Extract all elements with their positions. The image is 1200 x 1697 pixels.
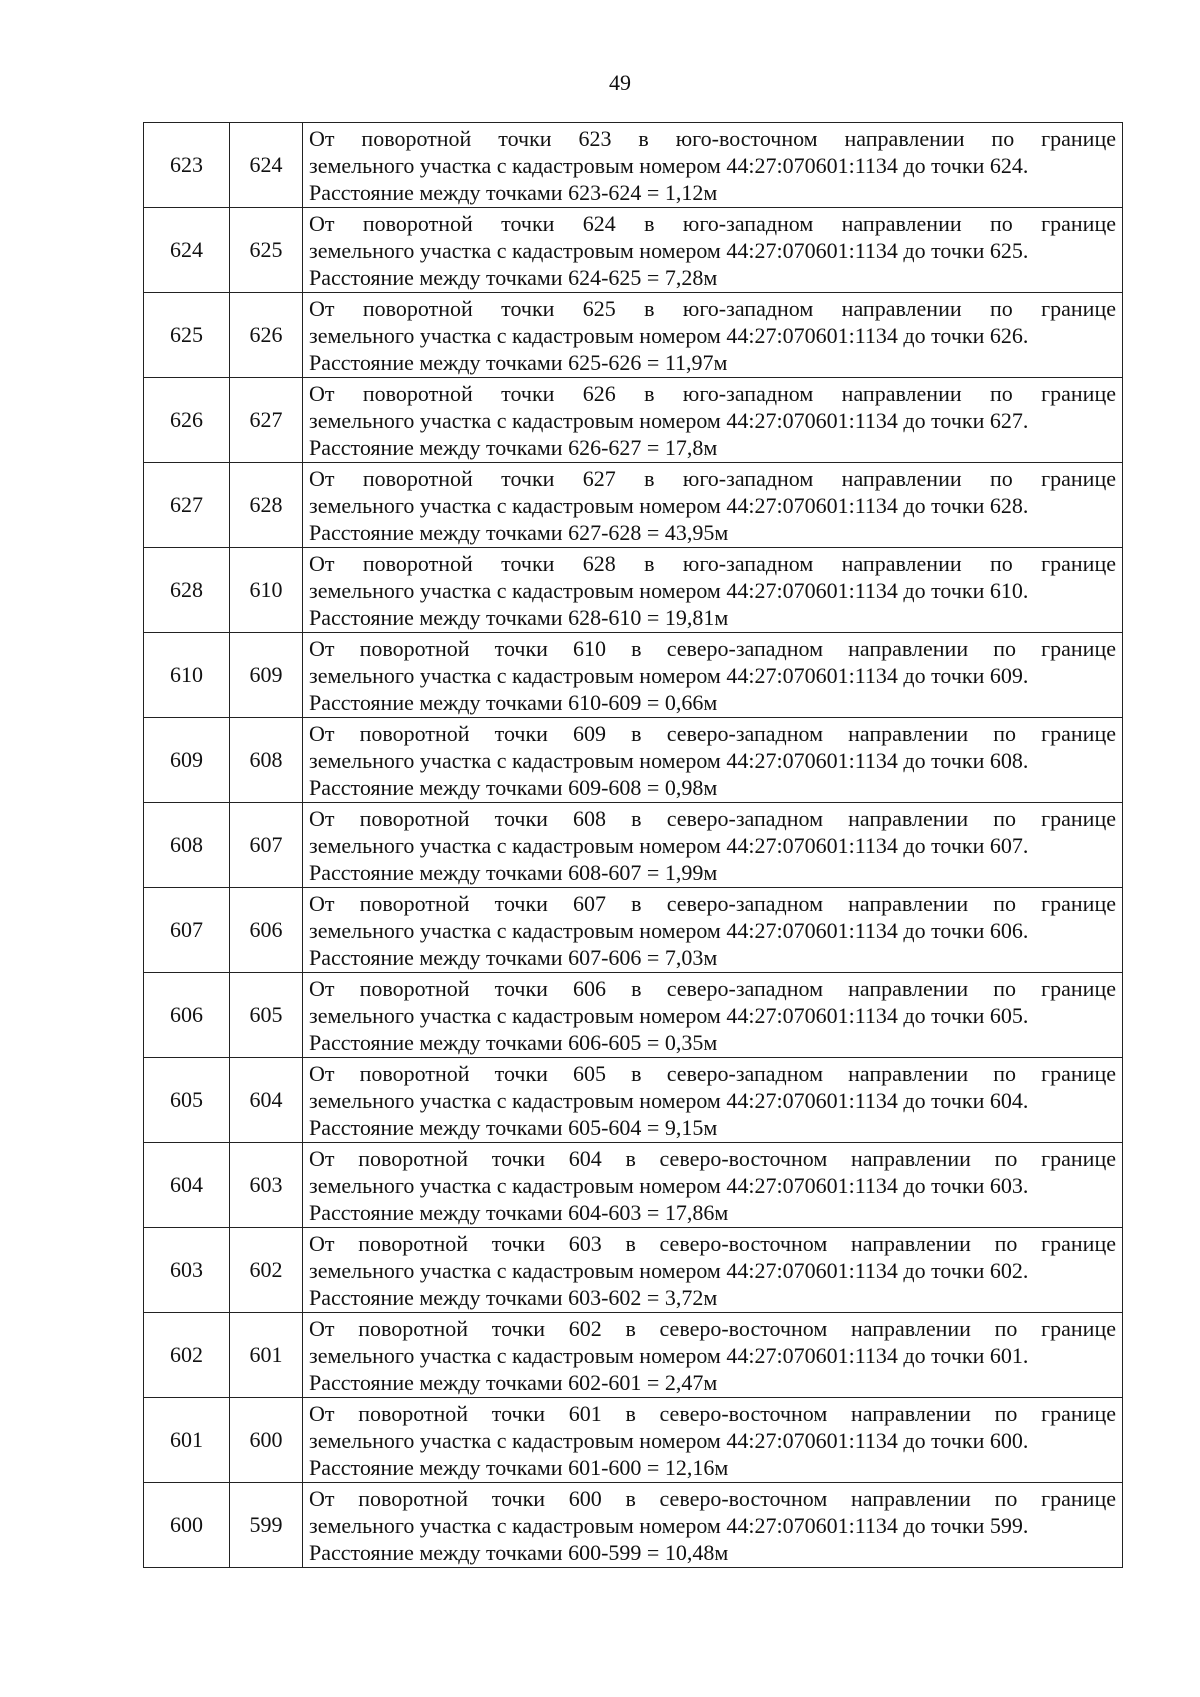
table-row: [144, 1313, 1123, 1398]
description-line3: Расстояние между точками 609-608 = 0,98м: [309, 774, 718, 800]
table-row: [144, 973, 1123, 1058]
from-point-cell: 606: [144, 973, 230, 1058]
description-cell: [303, 718, 1123, 803]
description-line1: От поворотной точки 601 в северо-восточном направлении по границе: [309, 1400, 1116, 1426]
from-point-cell: 625: [144, 293, 230, 378]
description-line2: земельного участка с кадастровым номером 44:27:070601:1134 до точки 608.: [309, 747, 1029, 773]
to-point-cell: 606: [230, 888, 303, 973]
description-line1: От поворотной точки 609 в северо-западном направлении по границе: [309, 720, 1116, 746]
table-row: [144, 1143, 1123, 1228]
description-line2: земельного участка с кадастровым номером 44:27:070601:1134 до точки 607.: [309, 832, 1029, 858]
description-line3: Расстояние между точками 624-625 = 7,28м: [309, 264, 718, 290]
table-body: [144, 123, 1123, 1568]
description-line3: Расстояние между точками 627-628 = 43,95м: [309, 519, 729, 545]
description-line2: земельного участка с кадастровым номером 44:27:070601:1134 до точки 601.: [309, 1342, 1029, 1368]
table-row: [144, 718, 1123, 803]
description-line3: Расстояние между точками 628-610 = 19,81м: [309, 604, 729, 630]
table-row: [144, 1058, 1123, 1143]
to-point-cell: 609: [230, 633, 303, 718]
description-line1: От поворотной точки 626 в юго-западном направлении по границе: [309, 380, 1116, 406]
description-line2: земельного участка с кадастровым номером 44:27:070601:1134 до точки 600.: [309, 1427, 1029, 1453]
description-cell: [303, 378, 1123, 463]
description-line1: От поворотной точки 610 в северо-западном направлении по границе: [309, 635, 1116, 661]
description-line2: земельного участка с кадастровым номером 44:27:070601:1134 до точки 605.: [309, 1002, 1029, 1028]
from-point-cell: 626: [144, 378, 230, 463]
from-point-cell: 627: [144, 463, 230, 548]
description-cell: [303, 1228, 1123, 1313]
from-point-cell: 605: [144, 1058, 230, 1143]
to-point-cell: 608: [230, 718, 303, 803]
table-row: [144, 293, 1123, 378]
description-cell: [303, 1143, 1123, 1228]
description-line1: От поворотной точки 624 в юго-западном направлении по границе: [309, 210, 1116, 236]
description-cell: [303, 208, 1123, 293]
table-row: [144, 208, 1123, 293]
description-line3: Расстояние между точками 625-626 = 11,97м: [309, 349, 728, 375]
to-point-cell: 600: [230, 1398, 303, 1483]
description-cell: [303, 888, 1123, 973]
description-line2: земельного участка с кадастровым номером 44:27:070601:1134 до точки 625.: [309, 237, 1029, 263]
to-point-cell: 627: [230, 378, 303, 463]
description-line1: От поворотной точки 602 в северо-восточном направлении по границе: [309, 1315, 1116, 1341]
table-row: [144, 123, 1123, 208]
description-line3: Расстояние между точками 608-607 = 1,99м: [309, 859, 718, 885]
description-line2: земельного участка с кадастровым номером 44:27:070601:1134 до точки 610.: [309, 577, 1029, 603]
table-row: [144, 1398, 1123, 1483]
table-row: [144, 888, 1123, 973]
description-line1: От поворотной точки 608 в северо-западном направлении по границе: [309, 805, 1116, 831]
description-line1: От поворотной точки 625 в юго-западном направлении по границе: [309, 295, 1116, 321]
from-point-cell: 610: [144, 633, 230, 718]
page-number: 49: [609, 70, 631, 95]
description-cell: [303, 293, 1123, 378]
description-line2: земельного участка с кадастровым номером 44:27:070601:1134 до точки 603.: [309, 1172, 1029, 1198]
table-row: [144, 378, 1123, 463]
table-row: [144, 1228, 1123, 1313]
to-point-cell: 610: [230, 548, 303, 633]
table-row: [144, 633, 1123, 718]
from-point-cell: 623: [144, 123, 230, 208]
table-row: [144, 463, 1123, 548]
table-row: [144, 1483, 1123, 1568]
description-line3: Расстояние между точками 610-609 = 0,66м: [309, 689, 718, 715]
description-line2: земельного участка с кадастровым номером 44:27:070601:1134 до точки 626.: [309, 322, 1029, 348]
to-point-cell: 604: [230, 1058, 303, 1143]
from-point-cell: 603: [144, 1228, 230, 1313]
description-line1: От поворотной точки 627 в юго-западном направлении по границе: [309, 465, 1116, 491]
description-cell: [303, 463, 1123, 548]
description-line2: земельного участка с кадастровым номером 44:27:070601:1134 до точки 624.: [309, 152, 1029, 178]
description-line2: земельного участка с кадастровым номером 44:27:070601:1134 до точки 609.: [309, 662, 1029, 688]
description-line2: земельного участка с кадастровым номером 44:27:070601:1134 до точки 599.: [309, 1512, 1029, 1538]
description-cell: [303, 1483, 1123, 1568]
table-row: [144, 803, 1123, 888]
description-line3: Расстояние между точками 626-627 = 17,8м: [309, 434, 718, 460]
description-cell: [303, 1058, 1123, 1143]
description-cell: [303, 633, 1123, 718]
description-cell: [303, 548, 1123, 633]
from-point-cell: 608: [144, 803, 230, 888]
to-point-cell: 626: [230, 293, 303, 378]
description-line1: От поворотной точки 628 в юго-западном направлении по границе: [309, 550, 1116, 576]
description-line3: Расстояние между точками 607-606 = 7,03м: [309, 944, 718, 970]
description-cell: [303, 1313, 1123, 1398]
description-line1: От поворотной точки 603 в северо-восточном направлении по границе: [309, 1230, 1116, 1256]
from-point-cell: 600: [144, 1483, 230, 1568]
description-cell: [303, 973, 1123, 1058]
from-point-cell: 628: [144, 548, 230, 633]
to-point-cell: 602: [230, 1228, 303, 1313]
description-line2: земельного участка с кадастровым номером 44:27:070601:1134 до точки 604.: [309, 1087, 1029, 1113]
description-line1: От поворотной точки 605 в северо-западном направлении по границе: [309, 1060, 1116, 1086]
from-point-cell: 624: [144, 208, 230, 293]
description-line1: От поворотной точки 607 в северо-западном направлении по границе: [309, 890, 1116, 916]
description-line3: Расстояние между точками 604-603 = 17,86м: [309, 1199, 729, 1225]
description-line3: Расстояние между точками 606-605 = 0,35м: [309, 1029, 718, 1055]
description-line3: Расстояние между точками 602-601 = 2,47м: [309, 1369, 718, 1395]
from-point-cell: 602: [144, 1313, 230, 1398]
description-line2: земельного участка с кадастровым номером 44:27:070601:1134 до точки 606.: [309, 917, 1029, 943]
to-point-cell: 624: [230, 123, 303, 208]
boundary-description-table: [143, 122, 1123, 1568]
description-line1: От поворотной точки 623 в юго-восточном направлении по границе: [309, 125, 1116, 151]
description-cell: [303, 1398, 1123, 1483]
from-point-cell: 601: [144, 1398, 230, 1483]
description-line1: От поворотной точки 606 в северо-западном направлении по границе: [309, 975, 1116, 1001]
from-point-cell: 609: [144, 718, 230, 803]
to-point-cell: 599: [230, 1483, 303, 1568]
to-point-cell: 607: [230, 803, 303, 888]
to-point-cell: 601: [230, 1313, 303, 1398]
description-line3: Расстояние между точками 623-624 = 1,12м: [309, 179, 718, 205]
description-line1: От поворотной точки 604 в северо-восточном направлении по границе: [309, 1145, 1116, 1171]
from-point-cell: 607: [144, 888, 230, 973]
to-point-cell: 625: [230, 208, 303, 293]
to-point-cell: 628: [230, 463, 303, 548]
table-row: [144, 548, 1123, 633]
description-line2: земельного участка с кадастровым номером 44:27:070601:1134 до точки 602.: [309, 1257, 1029, 1283]
description-line3: Расстояние между точками 603-602 = 3,72м: [309, 1284, 718, 1310]
description-line1: От поворотной точки 600 в северо-восточном направлении по границе: [309, 1485, 1116, 1511]
description-line3: Расстояние между точками 601-600 = 12,16м: [309, 1454, 729, 1480]
to-point-cell: 605: [230, 973, 303, 1058]
to-point-cell: 603: [230, 1143, 303, 1228]
description-cell: [303, 803, 1123, 888]
description-line3: Расстояние между точками 605-604 = 9,15м: [309, 1114, 718, 1140]
description-line3: Расстояние между точками 600-599 = 10,48м: [309, 1539, 729, 1565]
description-line2: земельного участка с кадастровым номером 44:27:070601:1134 до точки 628.: [309, 492, 1029, 518]
from-point-cell: 604: [144, 1143, 230, 1228]
description-cell: [303, 123, 1123, 208]
description-line2: земельного участка с кадастровым номером 44:27:070601:1134 до точки 627.: [309, 407, 1029, 433]
